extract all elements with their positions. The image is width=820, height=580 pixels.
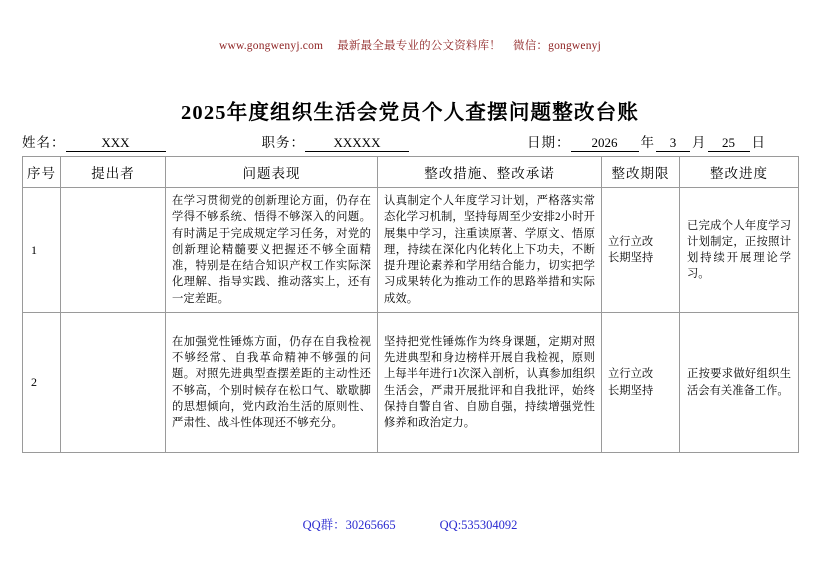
date-month-unit: 月 <box>692 135 706 150</box>
page-title: 2025年度组织生活会党员个人查摆问题整改台账 <box>180 102 640 124</box>
document-footer <box>0 515 820 533</box>
cell-measures: 认真制定个人年度学习计划，严格落实常态化学习机制，坚持每周至少安排2小时开展集中学习，注重读原著、学原文、悟原理，持续在深化内化转化上下功夫，不断提升理论素养和学用结合能力，切实把学习成果转化为推动工作的思路举措和实际成效。 <box>378 188 602 313</box>
column-header-sequence: 序号 <box>23 157 61 188</box>
cell-problem: 在加强党性锤炼方面，仍存在自我检视不够经常、自我革命精神不够强的问题。对照先进典型查摆差距的主动性还不够高，个别时候存在松口气、歇歇脚的思想倾向，党内政治生活的原则性、严肃性、战斗性体现还不够充分。 <box>166 313 378 453</box>
promo-description: 最新最全最专业的公文资料库！ <box>337 40 502 52</box>
date-month-value[interactable]: 3 <box>656 135 690 152</box>
cell-measures: 坚持把党性锤炼作为终身课题，定期对照先进典型和身边榜样开展自我检视，原则上每半年进行1次深入剖析，认真参加组织生活会，严肃开展批评和自我批评，始终保持自警自省、自励自强，持续增强党性修养和政治定力。 <box>378 313 602 453</box>
cell-progress: 已完成个人年度学习计划制定，正按照计划持续开展理论学习。 <box>680 188 799 313</box>
cell-problem: 在学习贯彻党的创新理论方面，仍存在学得不够系统、悟得不够深入的问题。有时满足于完成规定学习任务，对党的创新理论精髓要义把握还不够全面精准，特别是在结合知识产权工作实际深化理解、指导实践、推动落实上，还有一定差距。 <box>166 188 378 313</box>
promo-website-url: www.gongwenyj.com <box>218 40 324 52</box>
cell-deadline <box>602 188 680 313</box>
position-label: 职务： <box>261 135 305 150</box>
cell-progress: 正按要求做好组织生活会有关准备工作。 <box>680 313 799 453</box>
date-year-unit: 年 <box>640 135 654 150</box>
column-header-measures: 整改措施、整改承诺 <box>378 157 602 188</box>
cell-raiser[interactable] <box>61 313 166 453</box>
date-day-value[interactable]: 25 <box>708 135 750 152</box>
meta-field-date <box>527 131 767 152</box>
table-row <box>23 313 799 453</box>
cell-sequence: 2 <box>23 313 61 453</box>
table-header-row <box>23 157 799 188</box>
deadline-line-2: 长期坚持 <box>608 384 654 397</box>
deadline-line-1: 立行立改 <box>608 368 654 381</box>
meta-field-position <box>262 131 410 152</box>
column-header-deadline: 整改期限 <box>602 157 680 188</box>
column-header-progress: 整改进度 <box>680 157 799 188</box>
column-header-raiser: 提出者 <box>61 157 166 188</box>
date-year-value[interactable]: 2026 <box>571 135 639 152</box>
position-value[interactable]: XXXXX <box>305 135 409 152</box>
deadline-line-2: 长期坚持 <box>608 252 654 264</box>
qq-id-text: QQ:535304092 <box>439 518 518 532</box>
date-day-unit: 日 <box>751 135 765 150</box>
date-label: 日期： <box>527 135 571 150</box>
deadline-line-1: 立行立改 <box>608 235 654 248</box>
cell-raiser[interactable] <box>61 188 166 313</box>
name-value[interactable]: XXX <box>66 135 166 152</box>
meta-field-name <box>22 131 166 152</box>
column-header-problem: 问题表现 <box>166 157 378 188</box>
promo-wechat-id: 微信：gongwenyj <box>513 40 602 52</box>
table-header <box>23 157 799 188</box>
table-row <box>23 188 799 313</box>
cell-deadline <box>602 313 680 453</box>
cell-sequence: 1 <box>23 188 61 313</box>
promo-header-banner <box>0 37 820 53</box>
rectification-ledger-table <box>22 156 799 453</box>
qq-group-text: QQ群：30265665 <box>302 518 396 532</box>
name-label: 姓名： <box>22 135 66 150</box>
table-body <box>23 188 799 453</box>
document-meta-row <box>22 131 798 153</box>
